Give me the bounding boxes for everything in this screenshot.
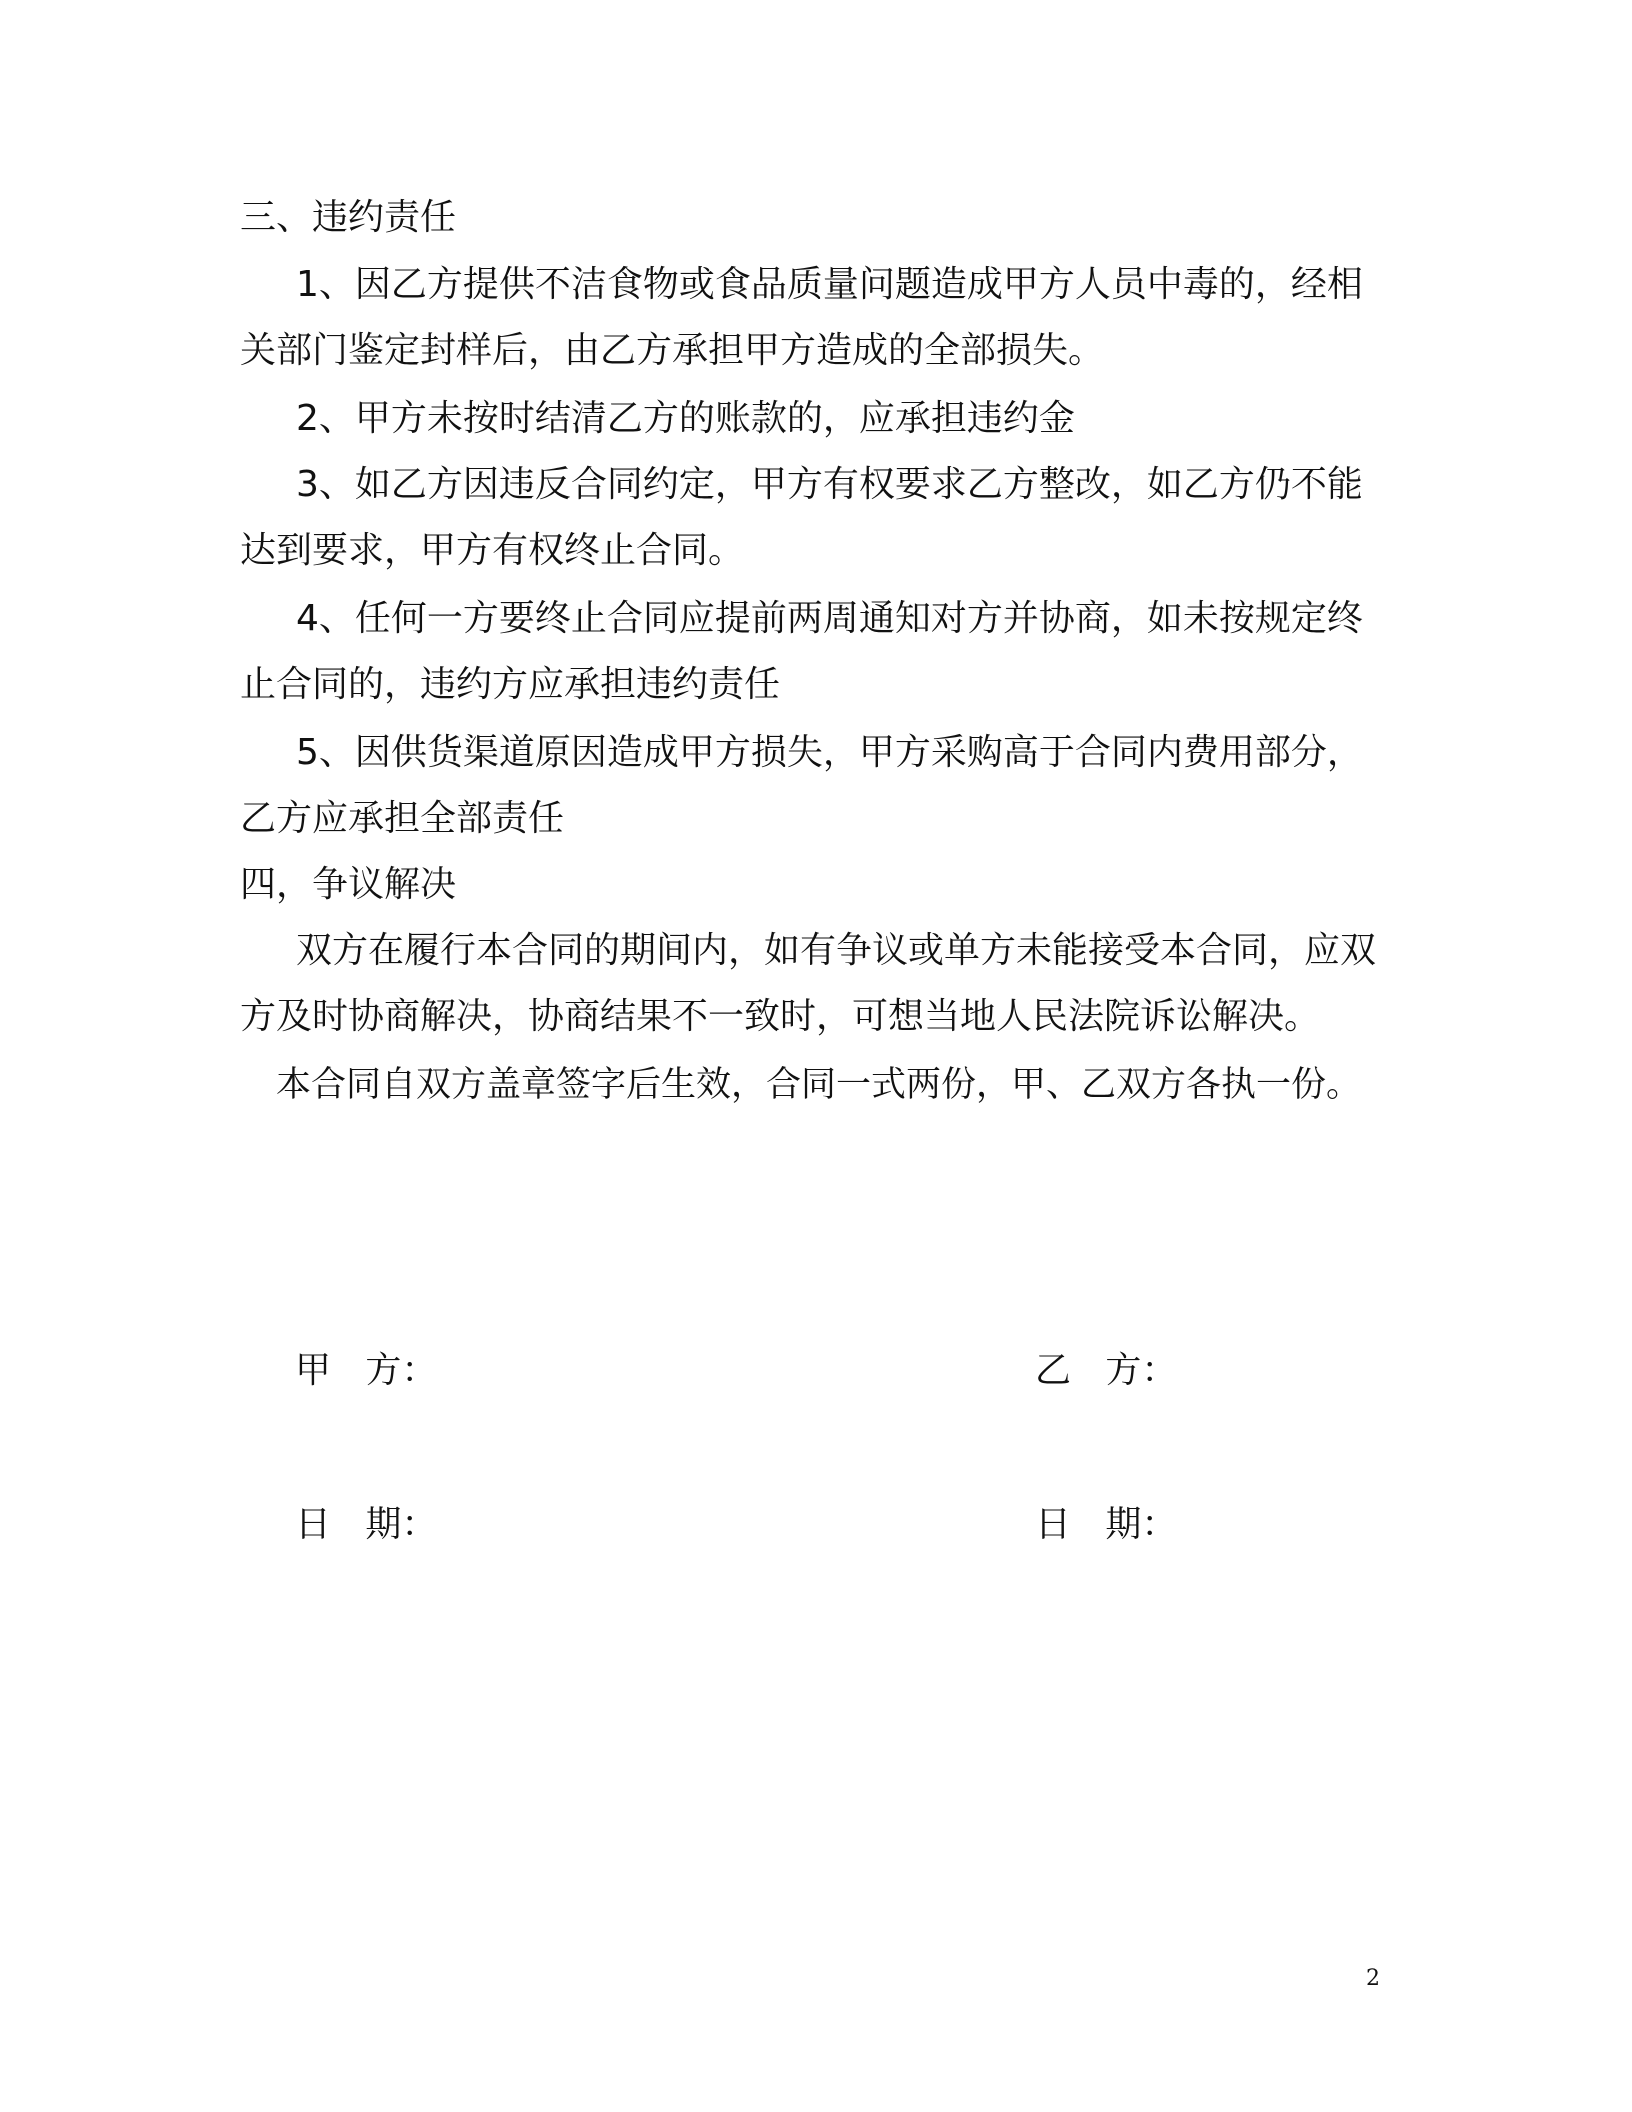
party-b-date-label: 日 期： <box>1035 1504 1178 1545</box>
party-b-signature-label: 乙 方： <box>1035 1350 1178 1391</box>
section-3-item-4: 4、任何一方要终止合同应提前两周通知对方并协商，如未按规定终止合同的，违约方应承担违约责任 <box>240 598 1363 705</box>
section-4-heading: 四，争议解决 <box>240 864 457 905</box>
section-3-item-3: 3、如乙方因违反合同约定，甲方有权要求乙方整改，如乙方仍不能达到要求，甲方有权终止合同。 <box>240 464 1363 571</box>
section-3-item-2: 2、甲方未按时结清乙方的账款的，应承担违约金 <box>296 398 1075 439</box>
section-3-item-1: 1、因乙方提供不洁食物或食品质量问题造成甲方人员中毒的，经相关部门鉴定封样后，由乙方承担甲方造成的全部损失。 <box>240 264 1363 371</box>
section-4-paragraph: 双方在履行本合同的期间内，如有争议或单方未能接受本合同，应双方及时协商解决，协商结果不一致时，可想当地人民法院诉讼解决。 <box>240 930 1377 1037</box>
page-number: 2 <box>1366 1966 1380 1991</box>
party-a-date-label: 日 期： <box>295 1504 438 1545</box>
section-3-heading: 三、违约责任 <box>240 197 457 238</box>
section-3-item-5: 5、因供货渠道原因造成甲方损失，甲方采购高于合同内费用部分，乙方应承担全部责任 <box>240 732 1363 839</box>
closing-statement: 本合同自双方盖章签字后生效，合同一式两份，甲、乙双方各执一份。 <box>276 1065 1362 1105</box>
party-a-signature-label: 甲 方： <box>295 1350 438 1391</box>
